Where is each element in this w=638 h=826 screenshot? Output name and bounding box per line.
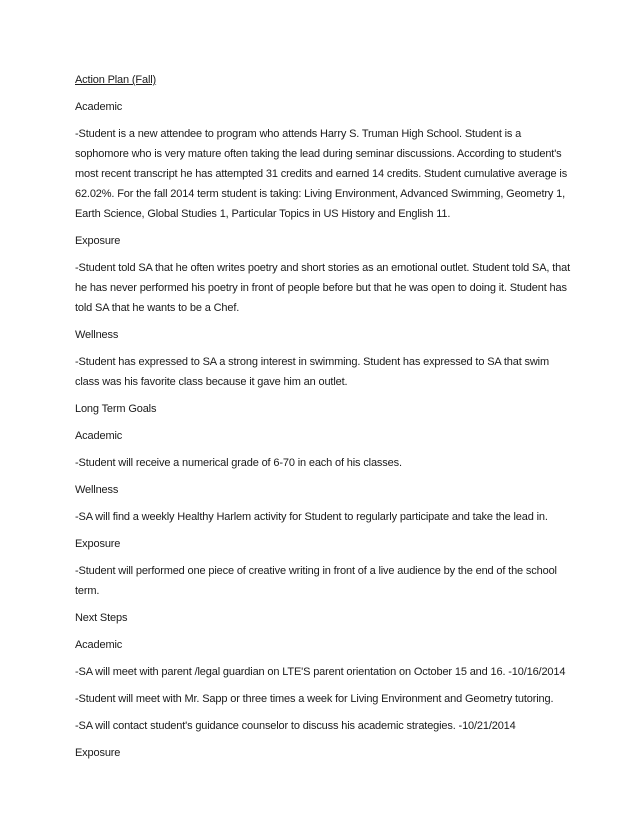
next-step-3: -SA will contact student's guidance counselor to discuss his academic strategies. -10/21/2014	[75, 720, 516, 732]
section-heading-exposure: Exposure	[75, 235, 121, 247]
section-heading-next-steps: Next Steps	[75, 612, 128, 624]
goal-academic: -Student will receive a numerical grade of 6-70 in each of his classes.	[75, 457, 402, 469]
paragraph-exposure: -Student told SA that he often writes poetry and short stories as an emotional outlet. Student told SA, that he has never performed his poetry in front of people before but that he was open to doing it. Student has told SA that he wants to be a Chef.	[75, 262, 570, 314]
subheading-next-steps-exposure: Exposure	[75, 747, 121, 759]
next-step-1: -SA will meet with parent /legal guardian on LTE'S parent orientation on October 15 and 16. -10/16/2014	[75, 666, 566, 678]
subheading-wellness: Wellness	[75, 484, 119, 496]
section-heading-academic: Academic	[75, 101, 123, 113]
document-title: Action Plan (Fall)	[75, 74, 157, 86]
paragraph-wellness: -Student has expressed to SA a strong interest in swimming. Student has expressed to SA that swim class was his favorite class because it gave him an outlet.	[75, 356, 549, 388]
goal-wellness: -SA will find a weekly Healthy Harlem activity for Student to regularly participate and take the lead in.	[75, 511, 548, 523]
paragraph-academic: -Student is a new attendee to program who attends Harry S. Truman High School. Student is a sophomore who is very mature often taking the lead during seminar discussions. According to student's most recent transcript he has attempted 31 credits and earned 14 credits. Student cumulative average is 62.02%. For the fall 2014 term student is taking: Living Environment, Advanced Swimming, Geometry 1, Earth Science, Global Studies 1, Particular Topics in US History and English 11.	[75, 128, 568, 220]
document-body	[75, 70, 570, 763]
section-heading-long-term-goals: Long Term Goals	[75, 403, 157, 415]
goal-exposure: -Student will performed one piece of creative writing in front of a live audience by the end of the school term.	[75, 565, 557, 597]
subheading-exposure: Exposure	[75, 538, 121, 550]
section-heading-wellness: Wellness	[75, 329, 119, 341]
subheading-academic: Academic	[75, 430, 123, 442]
subheading-next-steps-academic: Academic	[75, 639, 123, 651]
next-step-2: -Student will meet with Mr. Sapp or three times a week for Living Environment and Geometry tutoring.	[75, 693, 554, 705]
